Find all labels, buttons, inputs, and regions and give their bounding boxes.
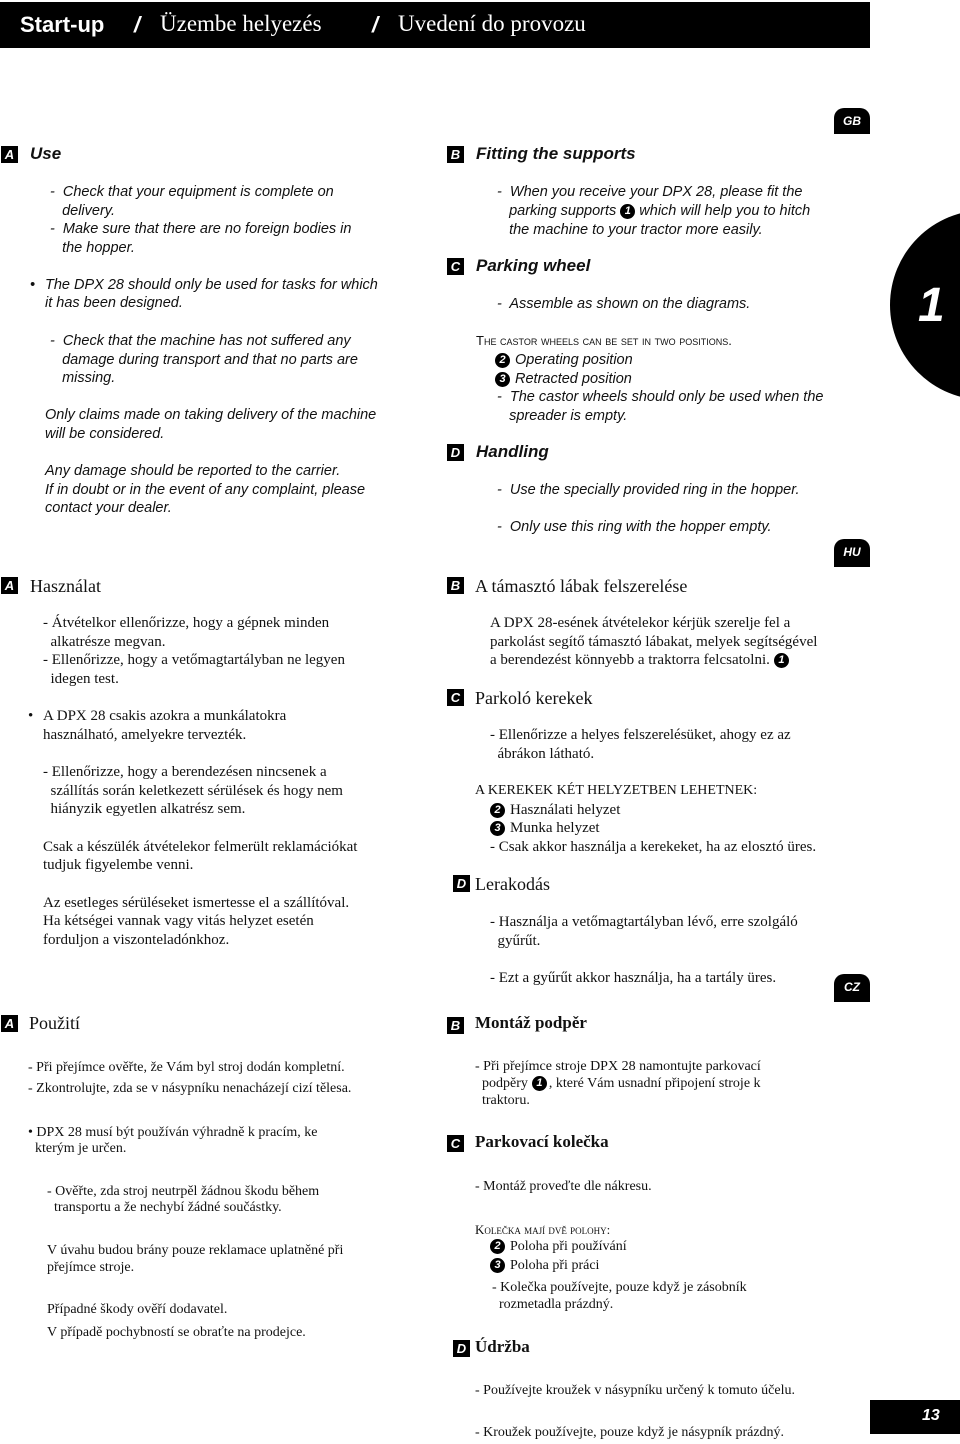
section-title-handling: Handling [476,442,549,461]
section-letter-a: A [1,577,18,594]
text-line: a berendezést könnyebb a traktorra felcsatolni. 1 [490,651,793,670]
text-line: Ha kétségei vannak vagy vitás helyzet esetén [43,913,314,929]
text-line: • DPX 28 musí být používán výhradně k pracím, ke [28,1125,318,1140]
bullet-dot: • [28,708,34,724]
text-line: - Ellenőrizze, hogy a vetőmagtartályban ne legyen [43,652,345,668]
chapter-number: 1 [918,279,945,332]
section-letter-d: D [453,1340,470,1357]
list-item: 3 Poloha při práci [490,1257,599,1276]
section-letter-d: D [453,875,470,892]
list-item: 3 Retracted position [495,370,632,389]
text-line: használható, amelyekre tervezték. [43,727,247,743]
text-line: V úvahu budou brány pouze reklamace uplatněné při [47,1243,344,1258]
text-line: gyűrűt. [490,933,541,949]
number-1-icon: 1 [620,204,635,219]
text-line: traktoru. [475,1093,530,1108]
section-letter-c: C [447,258,464,275]
section-title-supports: A támasztó lábak felszerelése [475,576,688,596]
text-line: - Use the specially provided ring in the hopper. [497,482,800,498]
text-line: forduljon a viszonteladónkhoz. [43,932,230,948]
text-line: - Kolečka používejte, pouze když je zásobník [492,1280,747,1295]
text-line: ábrákon látható. [490,746,595,762]
list-item: 2 Használati helyzet [490,801,620,820]
section-title-use: Use [30,144,62,163]
list-item: 2 Operating position [495,351,633,370]
text-line: Only claims made on taking delivery of the machine [45,407,377,423]
list-item: 3 Munka helyzet [490,819,600,838]
section-title-handling: Lerakodás [475,874,550,894]
text-line: alkatrésze megvan. [43,634,166,650]
section-letter-d: D [447,444,464,461]
text-line: missing. [50,370,116,386]
text-line: Any damage should be reported to the carrier. [45,463,341,479]
language-badge-gb: GB [834,108,870,134]
text-line: - Make sure that there are no foreign bodies in [50,221,352,237]
section-title-parking-wheel: Parkoló kerekek [475,688,593,708]
section-title-use: Használat [30,576,101,596]
text-line: parkolást segítő támasztó lábakat, melyek segítségével [490,634,818,650]
text-line: - Átvételkor ellenőrizze, hogy a gépnek minden [43,615,330,631]
text-line: - Check that your equipment is complete on [50,184,334,200]
caps-heading: Kolečka mají dvě polohy: [475,1222,611,1237]
text-line: - Při přejímce stroje DPX 28 namontujte parkovací [475,1059,761,1074]
text-line: - Zkontrolujte, zda se v násypníku nenacházejí cizí tělesa. [28,1081,352,1096]
text-line: spreader is empty. [497,408,628,424]
text-line: - When you receive your DPX 28, please fit the [497,184,803,200]
number-2-icon: 2 [490,803,505,818]
number-3-icon: 3 [490,1258,505,1273]
section-title-parking-wheel: Parking wheel [476,256,591,275]
number-2-icon: 2 [495,353,510,368]
text-line: szállítás során keletkezett sérülések és hogy nem [43,783,343,799]
text-line: - Használja a vetőmagtartályban lévő, erre szolgáló [490,914,798,930]
section-letter-b: B [447,1017,464,1034]
section-letter-b: B [447,577,464,594]
text-line: - Assemble as shown on the diagrams. [497,296,751,312]
text-line: - Ezt a gyűrűt akkor használja, ha a tartály üres. [490,970,777,986]
header-cz-title: Uvedení do provozu [398,11,586,36]
section-title-use: Použití [29,1013,81,1033]
number-3-icon: 3 [490,821,505,836]
text-line: A DPX 28 csakis azokra a munkálatokra [43,708,287,724]
section-title-supports: Montáž podpěr [475,1013,587,1032]
text-line: A DPX 28-esének átvételekor kérjük szerelje fel a [490,615,791,631]
section-letter-c: C [447,689,464,706]
section-title-handling: Údržba [475,1337,530,1356]
section-letter-a: A [1,146,18,163]
text-line: contact your dealer. [45,500,172,516]
header-start-up: Start-up [20,12,105,37]
header-bar [0,2,870,48]
text-line: hiányzik egyetlen alkatrész sem. [43,801,246,817]
language-badge-hu: HU [834,539,870,567]
text-line: parking supports 1 which will help you to hitch [497,203,811,219]
list-item: 2 Poloha při používání [490,1238,627,1257]
text-line: Případné škody ověří dodavatel. [47,1302,228,1317]
text-line: transportu a že nechybí žádné součástky. [47,1200,282,1215]
bullet-dot: • [30,277,36,293]
text-line: - Only use this ring with the hopper empty. [497,519,772,535]
text-line: tudjuk figyelembe venni. [43,857,194,873]
text-line: Az esetleges sérüléseket ismertesse el a szállítóval. [43,895,350,911]
text-line: the machine to your tractor more easily. [497,222,763,238]
text-line: - Ověřte, zda stroj neutrpěl žádnou škodu během [47,1184,320,1199]
text-line: - Při přejímce ověřte, že Vám byl stroj dodán kompletní. [28,1060,345,1075]
section-title-supports: Fitting the supports [476,144,636,163]
text-line: - Ellenőrizze a helyes felszerelésüket, ahogy ez az [490,727,791,743]
header-hu-title: Üzembe helyezés [160,11,322,36]
header-slash: / [134,12,141,37]
text-line: - Ellenőrizze, hogy a berendezésen nincsenek a [43,764,327,780]
text-line: přejímce stroje. [47,1260,135,1275]
number-1-icon: 1 [774,653,789,668]
text-line: kterým je určen. [28,1141,127,1156]
number-3-icon: 3 [495,372,510,387]
page-number-box [870,1400,960,1434]
text-line: - Kroužek používejte, pouze když je násypník prázdný. [475,1425,785,1440]
section-letter-b: B [447,146,464,163]
text-line: - Csak akkor használja a kerekeket, ha az elosztó üres. [490,839,817,855]
text-line: it has been designed. [45,295,183,311]
caps-heading: The castor wheels can be set in two positions. [476,333,732,348]
section-letter-a: A [1,1015,18,1032]
text-line: delivery. [50,203,116,219]
caps-heading: A KEREKEK KÉT HELYZETBEN LEHETNEK: [475,783,758,798]
text-line: idegen test. [43,671,119,687]
page-number: 13 [922,1407,940,1424]
text-line: the hopper. [50,240,135,256]
text-line: - Check that the machine has not suffered any [50,333,351,349]
text-line: Csak a készülék átvételekor felmerült reklamációkat [43,839,358,855]
text-line: V případě pochybností se obraťte na prodejce. [47,1325,306,1340]
text-line: - The castor wheels should only be used when the [497,389,824,405]
header-slash: / [372,12,379,37]
text-line: damage during transport and that no parts are [50,352,358,368]
text-line: - Montáž proveďte dle nákresu. [475,1179,652,1194]
text-line: podpěry 1 , které Vám usnadní připojení stroje k [475,1076,761,1091]
text-line: will be considered. [45,426,165,442]
text-line: - Používejte kroužek v násypníku určený k tomuto účelu. [475,1383,795,1398]
number-1-icon: 1 [532,1076,547,1091]
text-line: The DPX 28 should only be used for tasks for which [45,277,378,293]
text-line: rozmetadla prázdný. [492,1297,614,1312]
section-letter-c: C [447,1135,464,1152]
section-title-parking-wheel: Parkovací kolečka [475,1132,609,1151]
text-line: If in doubt or in the event of any complaint, please [45,482,366,498]
number-2-icon: 2 [490,1239,505,1254]
language-badge-cz: CZ [834,974,870,1002]
